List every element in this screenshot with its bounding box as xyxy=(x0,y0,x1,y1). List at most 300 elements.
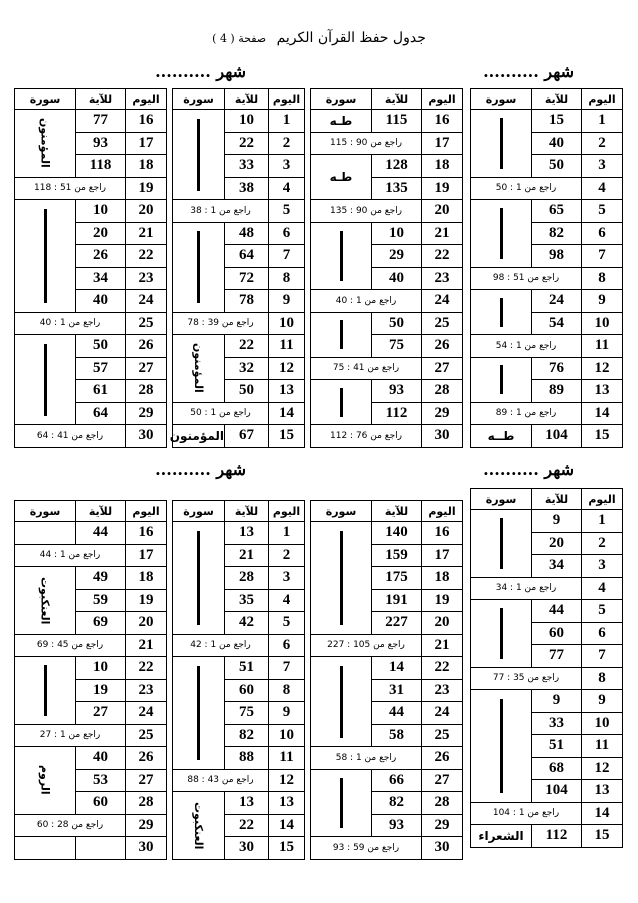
ayah-number: 67 xyxy=(225,425,269,448)
sura-continuation-bar xyxy=(197,119,200,191)
day-number: 17 xyxy=(126,544,167,567)
table-row xyxy=(173,769,305,792)
sura-continuation-bar xyxy=(500,118,503,169)
day-number: 7 xyxy=(582,645,623,668)
day-number: 30 xyxy=(126,425,167,448)
sura-cell xyxy=(173,110,225,200)
header-ayah: للآية xyxy=(225,501,269,522)
header-sura: سورة xyxy=(15,501,76,522)
day-number: 17 xyxy=(422,132,463,155)
day-number: 17 xyxy=(422,544,463,567)
day-number: 1 xyxy=(582,110,623,133)
table-row xyxy=(15,110,167,133)
ayah-number: 14 xyxy=(372,657,422,680)
day-number: 22 xyxy=(126,657,167,680)
sura-continuation-bar xyxy=(340,778,343,829)
table-row xyxy=(311,200,463,223)
sura-cell xyxy=(311,222,372,290)
table-row xyxy=(15,814,167,837)
day-number: 9 xyxy=(269,290,305,313)
ayah-number: 22 xyxy=(225,335,269,358)
ayah-number: 60 xyxy=(76,792,126,815)
ayah-number: 44 xyxy=(76,522,126,545)
sura-cell xyxy=(15,200,76,313)
month-label-4: شهر .......... xyxy=(155,460,246,479)
ayah-number: 88 xyxy=(225,747,269,770)
table-row xyxy=(471,577,623,600)
table-row xyxy=(311,634,463,657)
sura-continuation-bar xyxy=(44,665,47,716)
ayah-number: 20 xyxy=(532,532,582,555)
ayah-number: 13 xyxy=(225,792,269,815)
day-number: 12 xyxy=(582,357,623,380)
ayah-number: 30 xyxy=(225,837,269,860)
day-number: 4 xyxy=(582,577,623,600)
table-row xyxy=(15,335,167,358)
day-number: 28 xyxy=(126,792,167,815)
day-number: 30 xyxy=(422,425,463,448)
review-range: راجع من 51 : 98 xyxy=(471,267,582,290)
ayah-number: 31 xyxy=(372,679,422,702)
review-range: راجع من 1 : 40 xyxy=(15,312,126,335)
day-number: 19 xyxy=(126,589,167,612)
sura-name-vertical: العنكبوت xyxy=(38,576,52,624)
ayah-number: 128 xyxy=(372,155,422,178)
table-row xyxy=(311,290,463,313)
table-row xyxy=(311,747,463,770)
day-number: 25 xyxy=(126,724,167,747)
sura-continuation-bar xyxy=(340,388,343,417)
day-number: 13 xyxy=(582,380,623,403)
day-number: 10 xyxy=(269,724,305,747)
ayah-number: 93 xyxy=(372,380,422,403)
sura-continuation-bar xyxy=(500,298,503,327)
day-number: 25 xyxy=(126,312,167,335)
schedule-table-t8 xyxy=(14,500,167,860)
table-row xyxy=(471,177,623,200)
ayah-number: 35 xyxy=(225,589,269,612)
header-ayah: للآية xyxy=(532,89,582,110)
table-row xyxy=(311,837,463,860)
day-number: 15 xyxy=(582,825,623,848)
sura-cell: طـه xyxy=(311,110,372,133)
day-number: 21 xyxy=(126,222,167,245)
table-row xyxy=(471,402,623,425)
header-day: اليوم xyxy=(269,501,305,522)
day-number: 29 xyxy=(422,814,463,837)
ayah-number: 40 xyxy=(76,290,126,313)
header-sura: سورة xyxy=(311,89,372,110)
header-ayah: للآية xyxy=(76,89,126,110)
ayah-number: 50 xyxy=(76,335,126,358)
sura-continuation-bar xyxy=(500,608,503,659)
ayah-number: 22 xyxy=(225,814,269,837)
schedule-table-t2 xyxy=(310,88,463,448)
review-range: راجع من 76 : 112 xyxy=(311,425,422,448)
day-number: 26 xyxy=(126,747,167,770)
sura-cell: المؤمنون xyxy=(173,425,225,448)
table-row xyxy=(15,567,167,590)
day-number: 10 xyxy=(582,312,623,335)
table-row xyxy=(471,667,623,690)
ayah-number: 9 xyxy=(532,690,582,713)
sura-cell xyxy=(173,222,225,312)
ayah-number: 89 xyxy=(532,380,582,403)
ayah-number: 64 xyxy=(225,245,269,268)
table-row xyxy=(15,544,167,567)
header-ayah: للآية xyxy=(372,501,422,522)
day-number: 25 xyxy=(422,724,463,747)
review-range: راجع من 43 : 88 xyxy=(173,769,269,792)
ayah-number: 112 xyxy=(532,825,582,848)
ayah-number: 26 xyxy=(76,245,126,268)
ayah-number: 112 xyxy=(372,402,422,425)
ayah-number: 57 xyxy=(76,357,126,380)
ayah-number: 28 xyxy=(225,567,269,590)
day-number: 26 xyxy=(422,335,463,358)
review-range: راجع من 45 : 69 xyxy=(15,634,126,657)
header-day: اليوم xyxy=(126,501,167,522)
title-text: جدول حفظ القرآن الكريم xyxy=(276,30,426,46)
table-row xyxy=(311,522,463,545)
header-ayah: للآية xyxy=(372,89,422,110)
review-range: راجع من 59 : 93 xyxy=(311,837,422,860)
sura-cell xyxy=(471,510,532,578)
review-range: راجع من 41 : 75 xyxy=(311,357,422,380)
sura-cell xyxy=(173,792,225,860)
day-number: 12 xyxy=(269,769,305,792)
table-row xyxy=(471,510,623,533)
day-number: 4 xyxy=(582,177,623,200)
review-range: راجع من 35 : 77 xyxy=(471,667,582,690)
day-number: 2 xyxy=(269,132,305,155)
sura-continuation-bar xyxy=(500,208,503,259)
day-number: 16 xyxy=(126,522,167,545)
day-number: 16 xyxy=(422,522,463,545)
ayah-number: 10 xyxy=(76,657,126,680)
day-number: 3 xyxy=(269,155,305,178)
day-number: 17 xyxy=(126,132,167,155)
day-number: 18 xyxy=(422,155,463,178)
day-number: 24 xyxy=(126,290,167,313)
table-row xyxy=(311,110,463,133)
ayah-number: 75 xyxy=(372,335,422,358)
day-number: 14 xyxy=(582,802,623,825)
day-number: 7 xyxy=(269,245,305,268)
header-ayah: للآية xyxy=(532,489,582,510)
ayah-number: 68 xyxy=(532,757,582,780)
table-row xyxy=(311,769,463,792)
day-number: 18 xyxy=(126,155,167,178)
day-number: 19 xyxy=(422,589,463,612)
table-row xyxy=(15,312,167,335)
day-number: 2 xyxy=(582,132,623,155)
ayah-number: 51 xyxy=(225,657,269,680)
schedule-table-t6 xyxy=(310,500,463,860)
schedule-table-t5 xyxy=(470,488,623,848)
header-day: اليوم xyxy=(582,489,623,510)
ayah-number: 77 xyxy=(76,110,126,133)
sura-cell: الشعراء xyxy=(471,825,532,848)
page-number: صفحة ( 4 ) xyxy=(212,32,267,45)
ayah-number: 21 xyxy=(225,544,269,567)
sura-continuation-bar xyxy=(197,666,200,760)
sura-cell xyxy=(471,357,532,402)
ayah-number: 44 xyxy=(532,600,582,623)
table-row xyxy=(311,380,463,403)
day-number: 20 xyxy=(422,612,463,635)
ayah-number: 54 xyxy=(532,312,582,335)
ayah-number: 227 xyxy=(372,612,422,635)
ayah-number: 82 xyxy=(372,792,422,815)
review-range: راجع من 1 : 104 xyxy=(471,802,582,825)
day-number: 14 xyxy=(269,402,305,425)
day-number: 29 xyxy=(126,814,167,837)
day-number: 12 xyxy=(582,757,623,780)
sura-name-vertical: المؤمنون xyxy=(38,118,52,169)
day-number: 23 xyxy=(422,679,463,702)
ayah-number: 98 xyxy=(532,245,582,268)
sura-cell xyxy=(471,290,532,335)
sura-cell: طــه xyxy=(471,425,532,448)
table-row xyxy=(15,634,167,657)
ayah-number: 44 xyxy=(372,702,422,725)
review-range: راجع من 1 : 27 xyxy=(15,724,126,747)
review-range: راجع من 1 : 38 xyxy=(173,200,269,223)
table-row xyxy=(15,657,167,680)
table-row xyxy=(15,425,167,448)
ayah-number: 175 xyxy=(372,567,422,590)
sura-cell xyxy=(311,522,372,635)
table-row xyxy=(471,825,623,848)
sura-cell xyxy=(311,380,372,425)
day-number: 11 xyxy=(582,735,623,758)
day-number: 24 xyxy=(126,702,167,725)
day-number: 10 xyxy=(269,312,305,335)
day-number: 4 xyxy=(269,589,305,612)
day-number: 15 xyxy=(269,837,305,860)
ayah-number: 66 xyxy=(372,769,422,792)
sura-cell xyxy=(311,657,372,747)
header-sura: سورة xyxy=(173,501,225,522)
ayah-number: 115 xyxy=(372,110,422,133)
day-number: 3 xyxy=(582,155,623,178)
day-number: 21 xyxy=(126,634,167,657)
day-number: 16 xyxy=(422,110,463,133)
ayah-number: 72 xyxy=(225,267,269,290)
day-number: 27 xyxy=(126,357,167,380)
sura-cell xyxy=(15,335,76,425)
table-row xyxy=(173,657,305,680)
ayah-number: 50 xyxy=(532,155,582,178)
day-number: 11 xyxy=(269,335,305,358)
review-range: راجع من 1 : 50 xyxy=(173,402,269,425)
ayah-number: 40 xyxy=(76,747,126,770)
sura-continuation-bar xyxy=(500,365,503,394)
sura-cell xyxy=(311,769,372,837)
ayah-number: 82 xyxy=(225,724,269,747)
ayah-number: 27 xyxy=(76,702,126,725)
sura-continuation-bar xyxy=(340,666,343,738)
schedule-table-t3 xyxy=(169,88,305,448)
day-number: 8 xyxy=(582,267,623,290)
day-number: 7 xyxy=(582,245,623,268)
sura-continuation-bar xyxy=(44,209,47,303)
ayah-number: 32 xyxy=(225,357,269,380)
header-day: اليوم xyxy=(422,89,463,110)
day-number: 15 xyxy=(582,425,623,448)
day-number: 24 xyxy=(422,702,463,725)
table-row xyxy=(471,802,623,825)
review-range: راجع من 1 : 89 xyxy=(471,402,582,425)
ayah-number: 50 xyxy=(225,380,269,403)
day-number: 27 xyxy=(422,769,463,792)
ayah-number: 33 xyxy=(225,155,269,178)
sura-cell xyxy=(15,110,76,178)
review-range: راجع من 1 : 44 xyxy=(15,544,126,567)
day-number: 3 xyxy=(269,567,305,590)
header-sura: سورة xyxy=(311,501,372,522)
schedule-table-t1 xyxy=(470,88,623,448)
sura-cell xyxy=(173,657,225,770)
table-row xyxy=(311,312,463,335)
day-number: 16 xyxy=(126,110,167,133)
ayah-number: 104 xyxy=(532,780,582,803)
ayah-number: 93 xyxy=(372,814,422,837)
review-range: راجع من 105 : 227 xyxy=(311,634,422,657)
day-number: 13 xyxy=(269,380,305,403)
header-sura: سورة xyxy=(173,89,225,110)
review-range: راجع من 28 : 60 xyxy=(15,814,126,837)
day-number: 19 xyxy=(422,177,463,200)
sura-cell xyxy=(173,522,225,635)
ayah-number: 29 xyxy=(372,245,422,268)
ayah-number: 78 xyxy=(225,290,269,313)
table-row xyxy=(311,657,463,680)
table-row xyxy=(15,747,167,770)
sura-cell xyxy=(471,200,532,268)
day-number: 9 xyxy=(269,702,305,725)
day-number: 6 xyxy=(269,222,305,245)
ayah-number: 22 xyxy=(225,132,269,155)
day-number: 2 xyxy=(269,544,305,567)
ayah-number: 34 xyxy=(76,267,126,290)
day-number: 15 xyxy=(269,425,305,448)
day-number: 22 xyxy=(422,657,463,680)
sura-cell xyxy=(15,567,76,635)
day-number: 18 xyxy=(126,567,167,590)
table-row xyxy=(15,724,167,747)
day-number: 29 xyxy=(126,402,167,425)
ayah-number: 15 xyxy=(532,110,582,133)
day-number: 30 xyxy=(422,837,463,860)
day-number: 29 xyxy=(422,402,463,425)
day-number: 20 xyxy=(126,200,167,223)
ayah-number: 34 xyxy=(532,555,582,578)
sura-cell xyxy=(15,657,76,725)
table-row xyxy=(15,837,167,860)
ayah-number: 13 xyxy=(225,522,269,545)
ayah-number: 65 xyxy=(532,200,582,223)
day-number: 11 xyxy=(582,335,623,358)
sura-continuation-bar xyxy=(500,518,503,569)
ayah-number: 104 xyxy=(532,425,582,448)
day-number: 27 xyxy=(422,357,463,380)
table-row xyxy=(471,290,623,313)
ayah-number: 51 xyxy=(532,735,582,758)
day-number: 6 xyxy=(582,622,623,645)
day-number: 5 xyxy=(269,200,305,223)
day-number: 12 xyxy=(269,357,305,380)
sura-continuation-bar xyxy=(500,699,503,793)
ayah-number: 48 xyxy=(225,222,269,245)
sura-cell xyxy=(15,522,76,545)
ayah-number: 10 xyxy=(372,222,422,245)
sura-cell xyxy=(471,690,532,803)
sura-name-vertical: العنكبوت xyxy=(192,801,205,849)
ayah-number: 42 xyxy=(225,612,269,635)
day-number: 5 xyxy=(582,200,623,223)
day-number: 23 xyxy=(126,679,167,702)
ayah-number: 93 xyxy=(76,132,126,155)
table-row xyxy=(471,600,623,623)
day-number: 28 xyxy=(422,380,463,403)
ayah-number: 75 xyxy=(225,702,269,725)
day-number: 28 xyxy=(422,792,463,815)
ayah-number: 76 xyxy=(532,357,582,380)
ayah-number: 40 xyxy=(372,267,422,290)
table-row xyxy=(15,177,167,200)
sura-continuation-bar xyxy=(44,344,47,416)
day-number: 30 xyxy=(126,837,167,860)
sura-cell: طـه xyxy=(311,155,372,200)
ayah-number: 38 xyxy=(225,177,269,200)
table-row xyxy=(15,200,167,223)
day-number: 21 xyxy=(422,222,463,245)
day-number: 26 xyxy=(126,335,167,358)
table-row xyxy=(173,522,305,545)
day-number: 5 xyxy=(269,612,305,635)
day-number: 6 xyxy=(582,222,623,245)
ayah-number: 24 xyxy=(532,290,582,313)
table-row xyxy=(311,357,463,380)
table-row xyxy=(173,200,305,223)
day-number: 14 xyxy=(582,402,623,425)
table-row xyxy=(311,132,463,155)
ayah-number: 60 xyxy=(225,679,269,702)
table-row xyxy=(311,155,463,178)
table-row xyxy=(173,792,305,815)
ayah-number: 77 xyxy=(532,645,582,668)
table-row xyxy=(471,425,623,448)
ayah-number: 135 xyxy=(372,177,422,200)
ayah-number: 118 xyxy=(76,155,126,178)
table-row xyxy=(471,110,623,133)
day-number: 22 xyxy=(422,245,463,268)
day-number: 22 xyxy=(126,245,167,268)
review-range: راجع من 39 : 78 xyxy=(173,312,269,335)
table-row xyxy=(173,335,305,358)
month-label-2: شهر .......... xyxy=(155,62,246,81)
day-number: 23 xyxy=(422,267,463,290)
review-range: راجع من 1 : 54 xyxy=(471,335,582,358)
review-range: راجع من 1 : 40 xyxy=(311,290,422,313)
table-row xyxy=(173,222,305,245)
sura-continuation-bar xyxy=(197,231,200,303)
table-row xyxy=(173,402,305,425)
day-number: 21 xyxy=(422,634,463,657)
ayah-number: 64 xyxy=(76,402,126,425)
